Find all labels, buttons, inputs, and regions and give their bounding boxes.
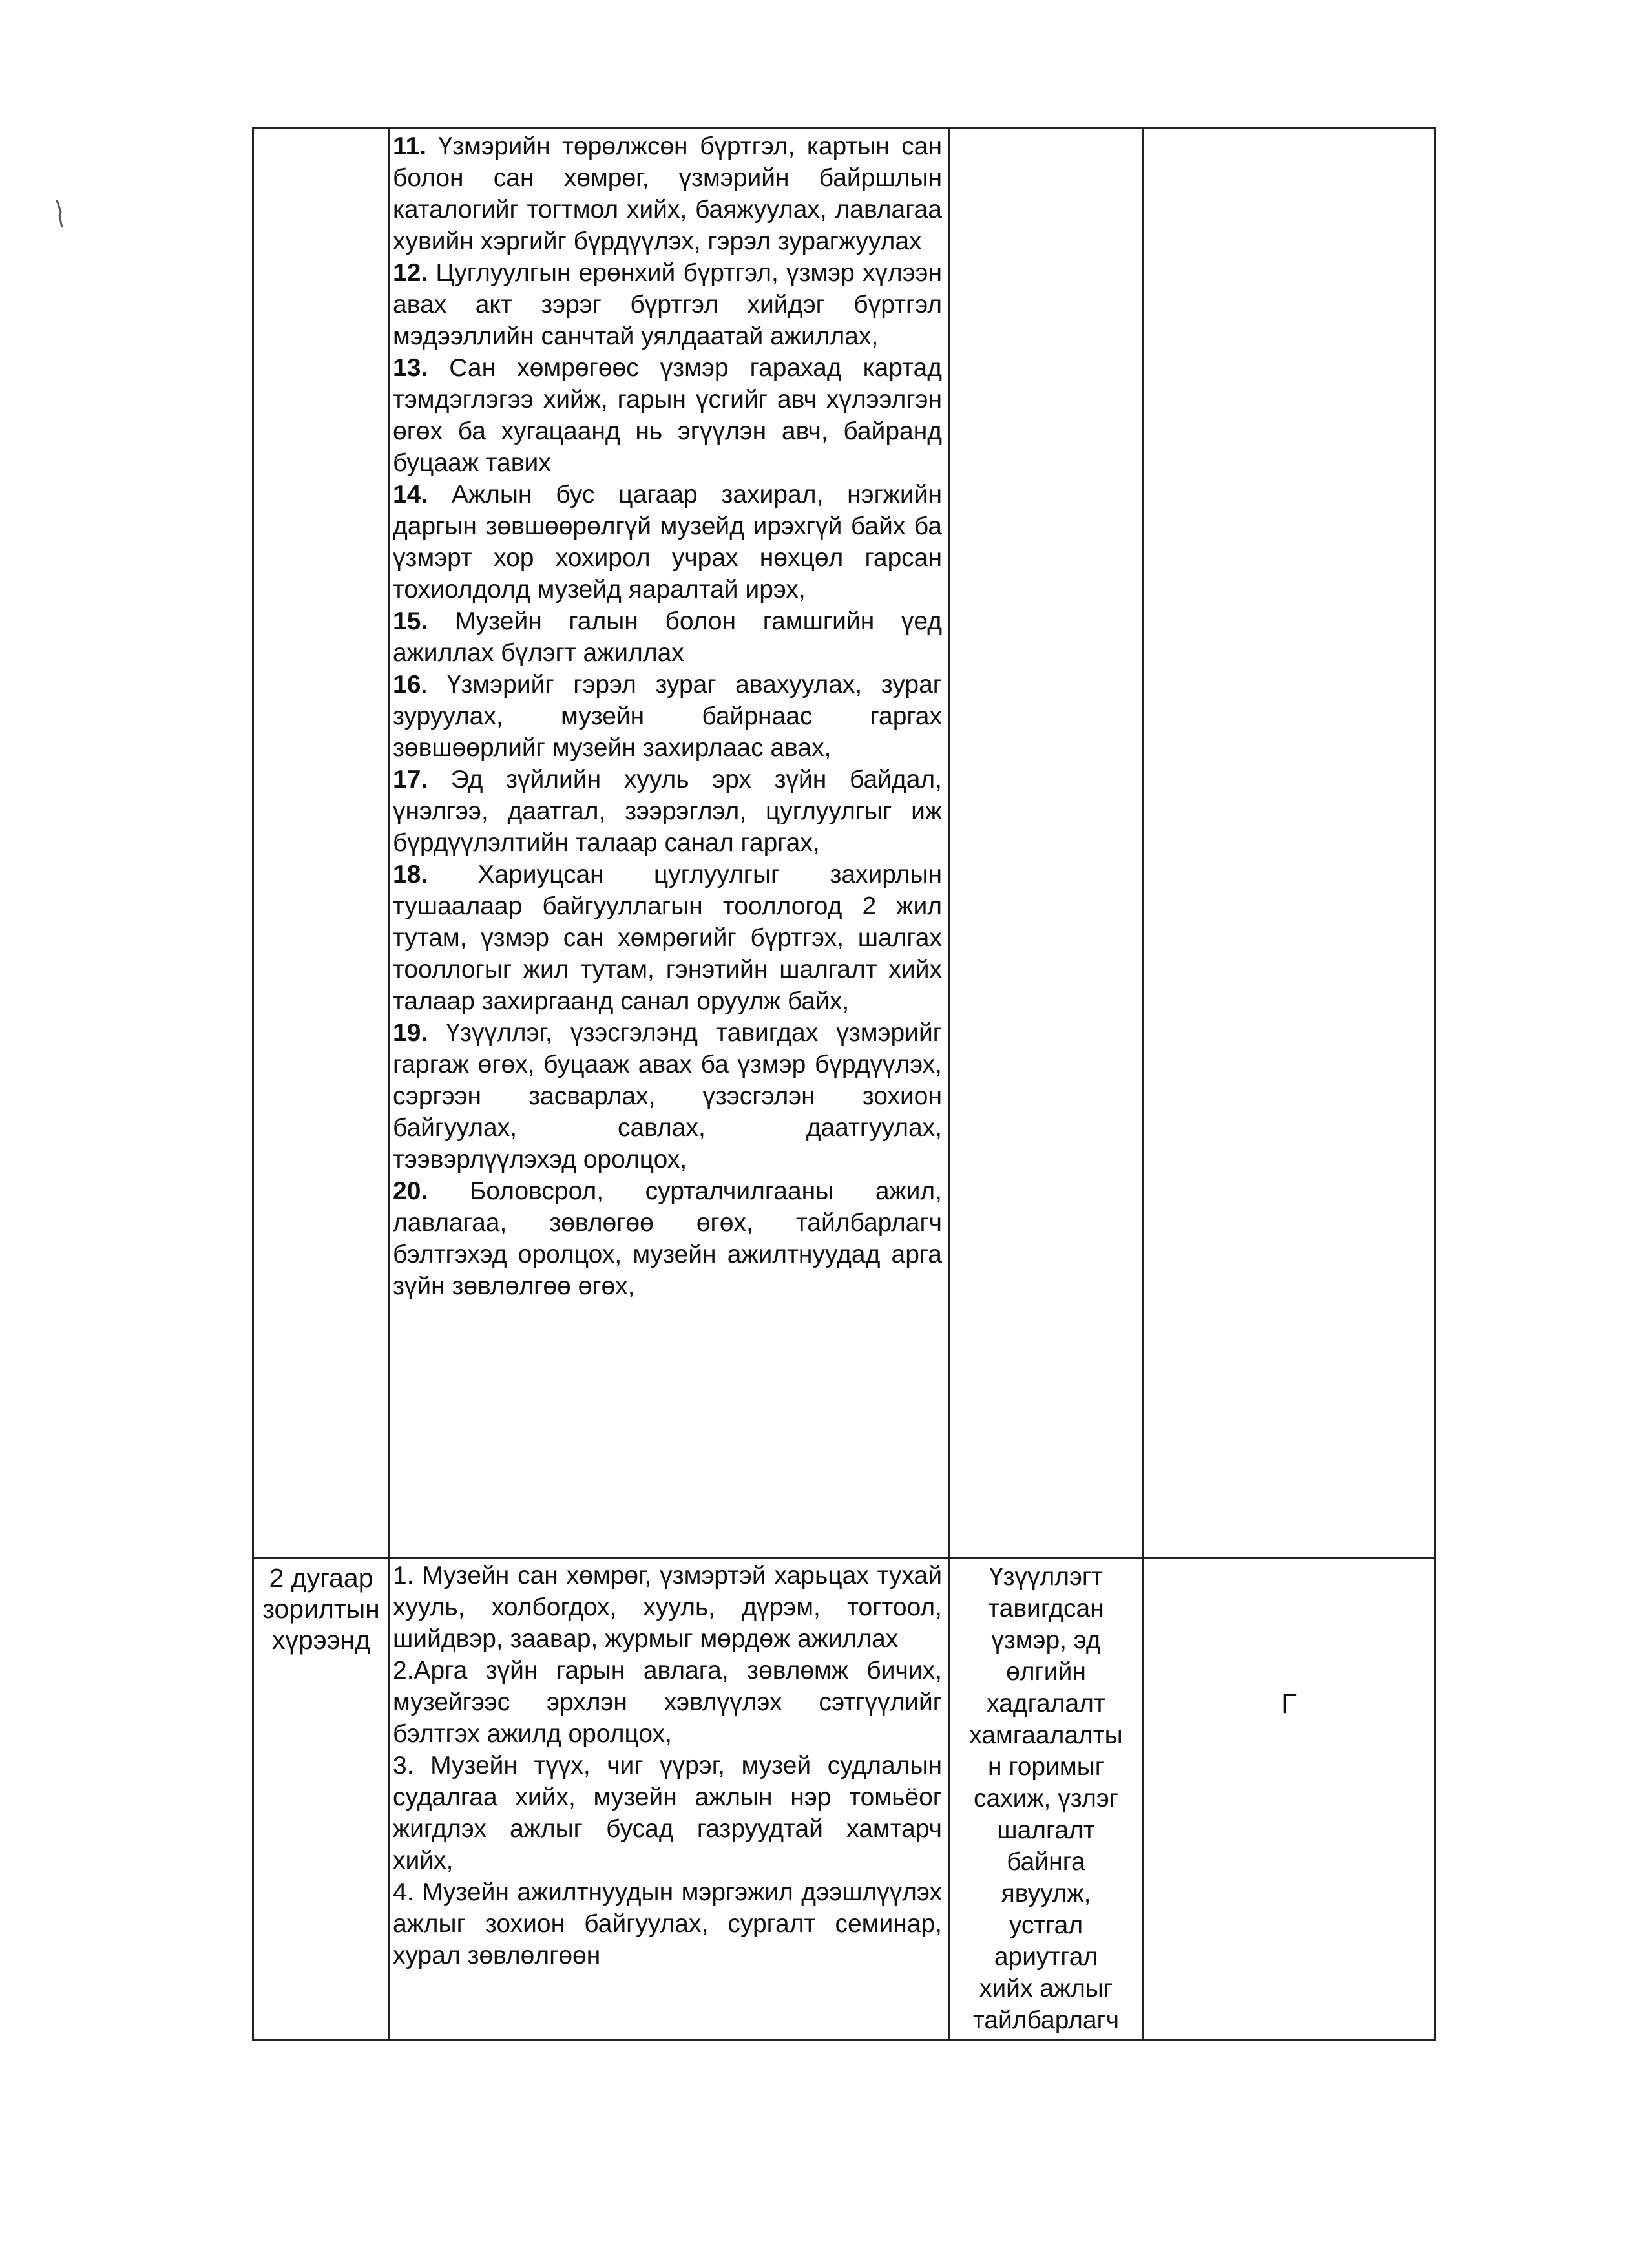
item-text: Музейн түүх, чиг үүрэг, музей судлалын судалгаа хийх, музейн ажлын нэр томьёог жигдлэх ажлыг бусад газруудтай хамтарч хийх, [393, 1752, 942, 1874]
item-number: 16 [393, 671, 421, 698]
list-item [390, 1655, 948, 1750]
item-number: 3. [393, 1752, 414, 1780]
table-row [253, 1558, 1436, 2040]
duties-table [252, 127, 1436, 2041]
item-number: 12. [393, 259, 428, 287]
item-number: 18. [393, 861, 428, 888]
note-cell [950, 129, 1143, 1558]
item-text: Музейн ажилтнуудын мэргэжил дээшлүүлэх ажлыг зохион байгуулах, сургалт семинар, хурал зөвлөлгөөн [393, 1878, 942, 1969]
item-number: 17. [393, 766, 428, 793]
item-text: Хариуцсан цуглуулгыг захирлын тушаалаар байгууллагын тооллогод 2 жил тутам, үзмэр сан хөмрөгийг бүртгэх, шалгах тооллогыг жил тутам, гэнэтийн шалгалт хийх талаар захиргаанд санал оруулж байх, [393, 861, 942, 1015]
item-text: Боловсрол, сурталчилгааны ажил, лавлагаа, зөвлөгөө өгөх, тайлбарлагч бэлтгэхэд оролцох, музейн ажилтнуудад арга зүйн зөвлөлгөө өгөх, [393, 1177, 942, 1300]
list-item [390, 1750, 948, 1876]
duties-cell [390, 129, 950, 1558]
item-number: 2. [393, 1657, 414, 1685]
list-item [390, 669, 948, 764]
grade-cell [1143, 1558, 1436, 2040]
item-text: Арга зүйн гарын авлага, зөвлөмж бичих, музейгээс эрхлэн хэвлүүлэх сэтгүүлийг бэлтгэх ажилд оролцох, [393, 1657, 942, 1748]
note-text: Үзүүллэгт тавигдсан үзмэр, эд өлгийн хадгалалт хамгаалалты н горимыг сахиж, үзлэг шалгалт байнга явуулж, устгал ариутгал хийх ажлыг тайлбарлагч [969, 1563, 1123, 2034]
item-text: Сан хөмрөгөөс үзмэр гарахад картад тэмдэглэгээ хийж, гарын үсгийг авч хүлээлгэн өгөх ба хугацаанд нь эгүүлэн авч, байранд буцааж тавих [393, 354, 942, 477]
item-text: Үзмэрийн төрөлжсөн бүртгэл, картын сан болон сан хөмрөг, үзмэрийн байршлын каталогийг тогтмол хийх, баяжуулах, лавлагаа хувийн хэргийг бүрдүүлэх, гэрэл зурагжуулах [393, 132, 942, 255]
list-item [390, 131, 948, 257]
list-item [390, 479, 948, 605]
item-text: . Үзмэрийг гэрэл зураг авахуулах, зураг зуруулах, музейн байрнаас гаргах зөвшөөрлийг музейн захирлаас авах, [393, 671, 942, 762]
item-number: 1. [393, 1562, 414, 1590]
goal-label: 2 дугаар зорилтын хүрээнд [262, 1563, 380, 1655]
item-text: Музейн сан хөмрөг, үзмэртэй харьцах тухай хууль, холбогдох, хууль, дүрэм, тогтоол, шийдвэр, заавар, журмыг мөрдөж ажиллах [393, 1562, 942, 1653]
table-row [253, 129, 1436, 1558]
grade-cell [1143, 129, 1436, 1558]
item-text: Музейн галын болон гамшгийн үед ажиллах бүлэгт ажиллах [393, 607, 942, 667]
item-text: Эд зүйлийн хууль эрх зүйн байдал, үнэлгээ, даатгал, зээрэглэл, цуглуулгыг иж бүрдүүлэлтийн талаар санал гаргах, [393, 766, 942, 857]
item-number: 20. [393, 1177, 428, 1205]
list-item [390, 605, 948, 669]
item-number: 19. [393, 1019, 428, 1047]
duties-list [390, 129, 948, 1302]
item-text: Цуглуулгын ерөнхий бүртгэл, үзмэр хүлээн авах акт зэрэг бүртгэл хийдэг бүртгэл мэдээллийн санчтай уялдаатай ажиллах, [393, 259, 942, 350]
list-item [390, 1560, 948, 1655]
item-number: 15. [393, 607, 428, 635]
list-item [390, 1175, 948, 1302]
list-item [390, 764, 948, 859]
list-item [390, 859, 948, 1017]
item-text: Үзүүллэг, үзэсгэлэнд тавигдах үзмэрийг гаргаж өгөх, буцааж авах ба үзмэр бүрдүүлэх, сэргээн засварлах, үзэсгэлэн зохион байгуулах, савлах, даатгуулах, тээвэрлүүлэхэд оролцох, [393, 1019, 942, 1173]
item-number: 11. [393, 132, 427, 160]
item-number: 13. [393, 354, 428, 382]
duties-cell [390, 1558, 950, 2040]
grade-text: Г [1281, 1688, 1297, 1719]
list-item [390, 352, 948, 479]
duties-list [390, 1559, 948, 1971]
label-cell [253, 1558, 390, 2040]
item-number: 14. [393, 481, 428, 509]
label-cell [253, 129, 390, 1558]
item-number: 4. [393, 1878, 414, 1906]
list-item [390, 257, 948, 352]
item-text: Ажлын бус цагаар захирал, нэгжийн даргын зөвшөөрөлгүй музейд ирэхгүй байх ба үзмэрт хор хохирол учрах нөхцөл гарсан тохиолдолд музейд яаралтай ирэх, [393, 481, 942, 604]
scan-mark [53, 199, 66, 229]
note-cell [950, 1558, 1143, 2040]
list-item [390, 1876, 948, 1971]
list-item [390, 1017, 948, 1175]
